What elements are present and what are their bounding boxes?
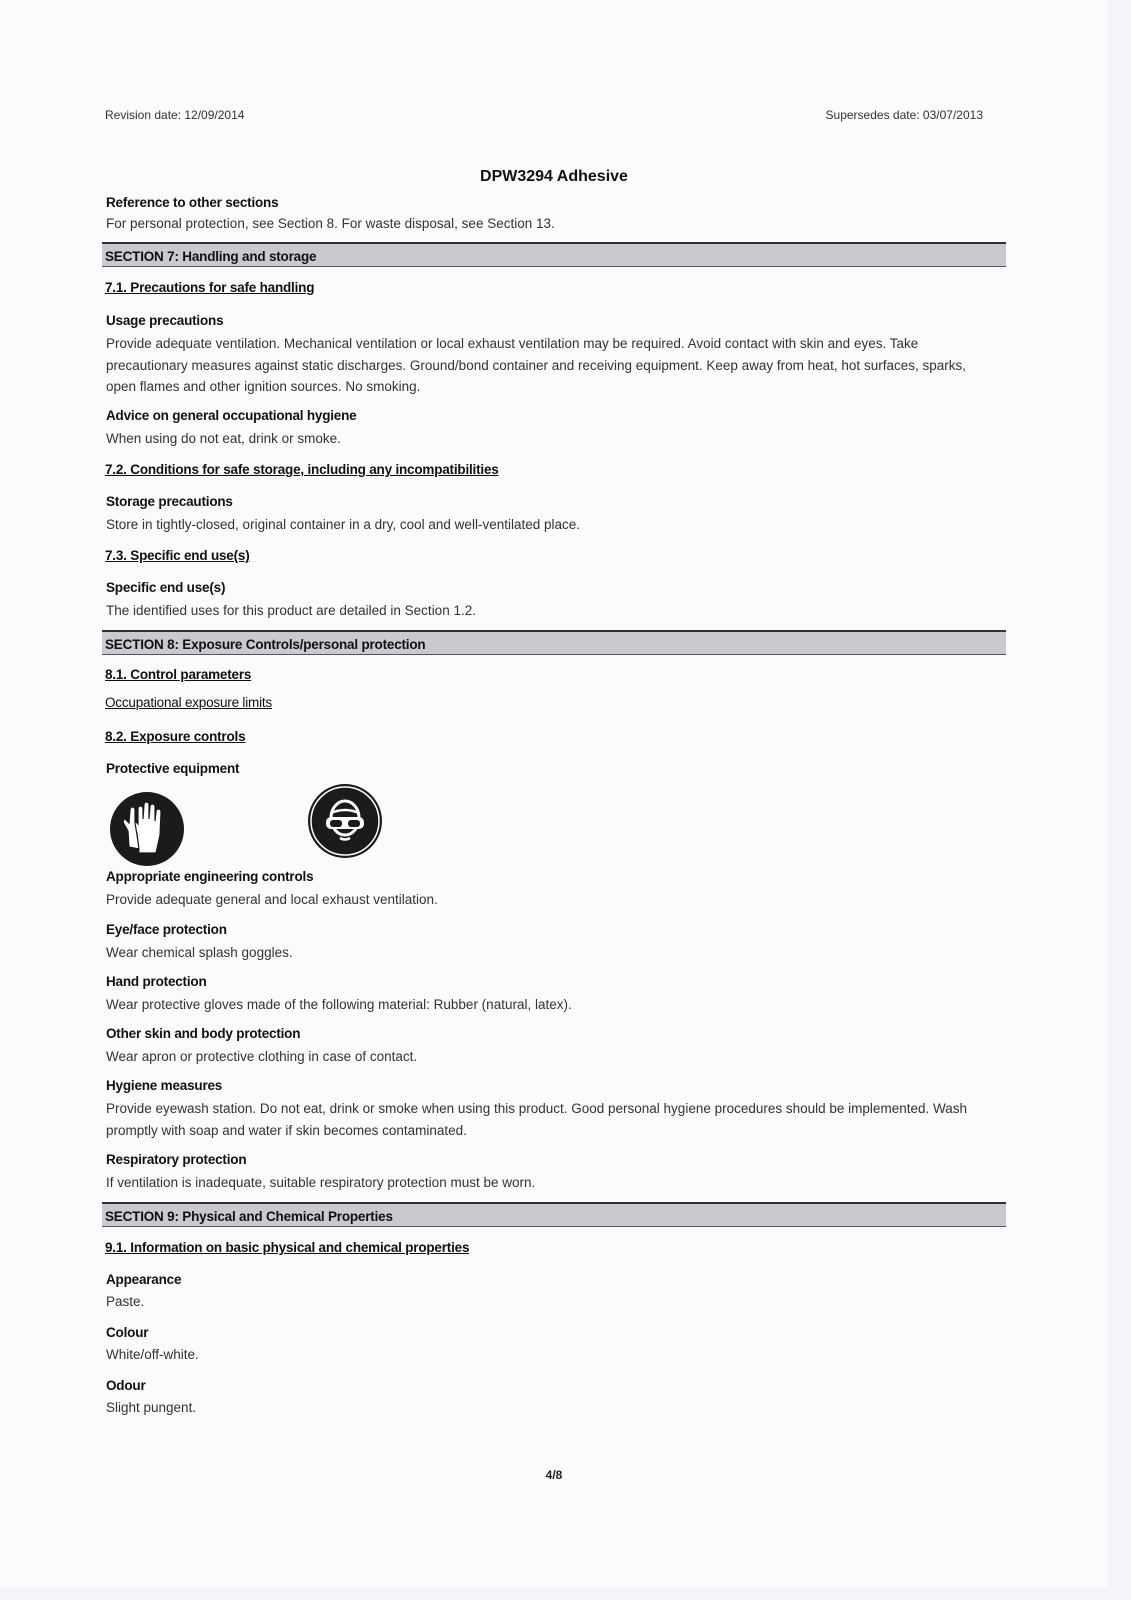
hygiene-advice-text: When using do not eat, drink or smoke. bbox=[106, 431, 341, 446]
usage-precautions-heading: Usage precautions bbox=[106, 313, 224, 328]
engineering-controls-text: Provide adequate general and local exhaust ventilation. bbox=[106, 892, 438, 907]
supersedes-date: Supersedes date: 03/07/2013 bbox=[825, 108, 983, 122]
colour-heading: Colour bbox=[106, 1325, 149, 1340]
engineering-controls-heading: Appropriate engineering controls bbox=[106, 869, 314, 884]
skin-body-protection-text: Wear apron or protective clothing in case of contact. bbox=[106, 1049, 418, 1064]
document-title: DPW3294 Adhesive bbox=[480, 168, 628, 185]
ref-other-heading: Reference to other sections bbox=[106, 195, 279, 210]
odour-heading: Odour bbox=[106, 1378, 146, 1393]
hygiene-advice-heading: Advice on general occupational hygiene bbox=[106, 408, 357, 423]
subsection-7-1: 7.1. Precautions for safe handling bbox=[105, 280, 315, 295]
respiratory-protection-heading: Respiratory protection bbox=[106, 1152, 247, 1167]
subsection-8-2: 8.2. Exposure controls bbox=[105, 729, 246, 744]
eye-face-protection-heading: Eye/face protection bbox=[106, 922, 227, 937]
hygiene-measures-text: Provide eyewash station. Do not eat, drink or smoke when using this product. Good personal hygiene procedures should be implemented. Wash promptly with soap and water if skin becomes contaminated. bbox=[106, 1101, 967, 1138]
section-9-header: SECTION 9: Physical and Chemical Properties bbox=[102, 1202, 1006, 1227]
storage-precautions-heading: Storage precautions bbox=[106, 494, 233, 509]
usage-precautions-text: Provide adequate ventilation. Mechanical ventilation or local exhaust ventilation may be required. Avoid contact with skin and eyes. Take precautionary measures against static discharges. Ground/bond container and receiving equipment. Keep away from heat, hot surfaces, sparks, open flames and other ignition sources. No smoking. bbox=[106, 336, 966, 394]
hygiene-measures-heading: Hygiene measures bbox=[106, 1078, 223, 1093]
hand-protection-heading: Hand protection bbox=[106, 974, 207, 989]
hand-protection-text: Wear protective gloves made of the following material: Rubber (natural, latex). bbox=[106, 997, 572, 1012]
protective-equipment-heading: Protective equipment bbox=[106, 761, 240, 776]
appearance-heading: Appearance bbox=[106, 1272, 182, 1287]
page-number: 4/8 bbox=[545, 1468, 563, 1482]
section-7-header: SECTION 7: Handling and storage bbox=[102, 242, 1006, 267]
ref-other-text: For personal protection, see Section 8. For waste disposal, see Section 13. bbox=[106, 216, 555, 231]
subsection-7-3: 7.3. Specific end use(s) bbox=[105, 548, 250, 563]
revision-date: Revision date: 12/09/2014 bbox=[105, 108, 245, 122]
subsection-8-1: 8.1. Control parameters bbox=[105, 667, 252, 682]
appearance-text: Paste. bbox=[106, 1294, 145, 1309]
specific-end-use-heading: Specific end use(s) bbox=[106, 580, 226, 595]
colour-text: White/off-white. bbox=[106, 1347, 199, 1362]
specific-end-use-text: The identified uses for this product are detailed in Section 1.2. bbox=[106, 603, 476, 618]
occupational-exposure-limits: Occupational exposure limits bbox=[105, 695, 272, 710]
odour-text: Slight pungent. bbox=[106, 1400, 197, 1415]
skin-body-protection-heading: Other skin and body protection bbox=[106, 1026, 301, 1041]
respiratory-protection-text: If ventilation is inadequate, suitable respiratory protection must be worn. bbox=[106, 1175, 536, 1190]
section-8-header: SECTION 8: Exposure Controls/personal protection bbox=[102, 630, 1006, 655]
gloves-icon bbox=[109, 791, 185, 867]
storage-precautions-text: Store in tightly-closed, original container in a dry, cool and well-ventilated place. bbox=[106, 517, 581, 532]
goggles-icon bbox=[307, 783, 383, 859]
subsection-7-2: 7.2. Conditions for safe storage, including any incompatibilities bbox=[105, 462, 499, 477]
subsection-9-1: 9.1. Information on basic physical and chemical properties bbox=[105, 1240, 470, 1255]
eye-face-protection-text: Wear chemical splash goggles. bbox=[106, 945, 293, 960]
